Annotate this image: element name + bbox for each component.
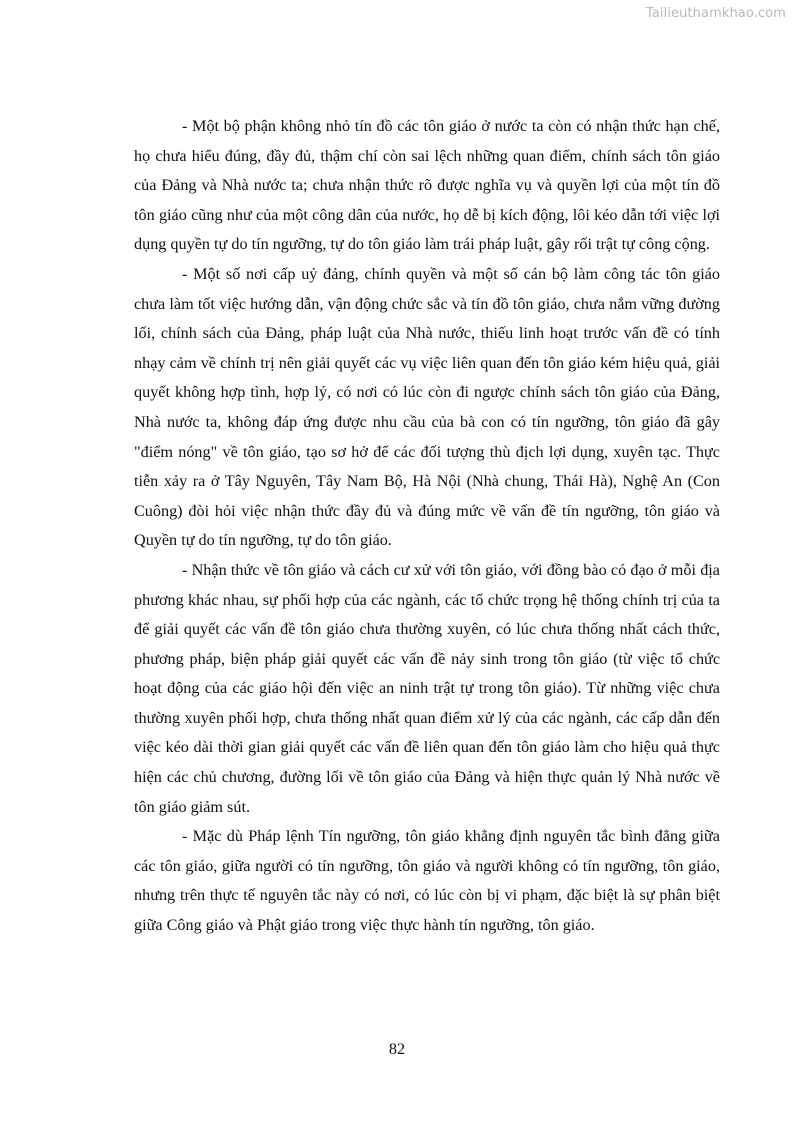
watermark-text: Tailieuthamkhao.com	[645, 6, 786, 21]
document-body	[134, 112, 720, 941]
paragraph-1: - Một bộ phận không nhỏ tín đồ các tôn giáo ở nước ta còn có nhận thức hạn chế, họ chưa hiểu đúng, đầy đủ, thậm chí còn sai lệch những quan điểm, chính sách tôn giáo của Đảng và Nhà nước ta; chưa nhận thức rõ được nghĩa vụ và quyền lợi của một tín đồ tôn giáo cũng như của một công dân của nước, họ dễ bị kích động, lôi kéo dẫn tới việc lợi dụng quyền tự do tín ngưỡng, tự do tôn giáo làm trái pháp luật, gây rối trật tự công cộng.	[134, 117, 720, 254]
paragraph-3: - Nhận thức về tôn giáo và cách cư xử với tôn giáo, với đồng bào có đạo ở mỗi địa phương khác nhau, sự phối hợp của các ngành, các tổ chức trọng hệ thống chính trị của ta để giải quyết các vấn đề tôn giáo chưa thường xuyên, có lúc chưa thống nhất cách thức, phương pháp, biện pháp giải quyết các vấn đề nảy sinh trong tôn giáo (từ việc tổ chức hoạt động của các giáo hội đến việc an ninh trật tự trong tôn giáo). Từ những việc chưa thường xuyên phối hợp, chưa thống nhất quan điểm xử lý của các ngành, các cấp dẫn đến việc kéo dài thời gian giải quyết các vấn đề liên quan đến tôn giáo làm cho hiệu quả thực hiện các chủ chương, đường lối về tôn giáo của Đảng và hiện thực quản lý Nhà nước về tôn giáo giảm sút.	[134, 560, 720, 816]
paragraph-4: - Mặc dù Pháp lệnh Tín ngưỡng, tôn giáo khẳng định nguyên tắc bình đẳng giữa các tôn giáo, giữa người có tín ngưỡng, tôn giáo và người không có tín ngưỡng, tôn giáo, nhưng trên thực tế nguyên tắc này có nơi, có lúc còn bị vi phạm, đặc biệt là sự phân biệt giữa Công giáo và Phật giáo trong việc thực hành tín ngưỡng, tôn giáo.	[134, 827, 720, 935]
paragraph-2: - Một số nơi cấp uỷ đảng, chính quyền và một số cán bộ làm công tác tôn giáo chưa làm tốt việc hướng dẫn, vận động chức sắc và tín đồ tôn giáo, chưa nắm vững đường lối, chính sách của Đảng, pháp luật của Nhà nước, thiếu linh hoạt trước vấn đề có tính nhạy cảm về chính trị nên giải quyết các vụ việc liên quan đến tôn giáo kém hiệu quả, giải quyết không hợp tình, hợp lý, có nơi có lúc còn đi ngược chính sách tôn giáo của Đảng, Nhà nước ta, không đáp ứng được nhu cầu của bà con có tín ngưỡng, tôn giáo đã gây "điểm nóng" về tôn giáo, tạo sơ hở để các đối tượng thù địch lợi dụng, xuyên tạc. Thực tiễn xảy ra ở Tây Nguyên, Tây Nam Bộ, Hà Nội (Nhà chung, Thái Hà), Nghệ An (Con Cuông) đòi hỏi việc nhận thức đầy đủ và đúng mức về vấn đề tín ngưỡng, tôn giáo và Quyền tự do tín ngưỡng, tự do tôn giáo.	[134, 264, 720, 550]
page-number: 82	[388, 1040, 406, 1058]
